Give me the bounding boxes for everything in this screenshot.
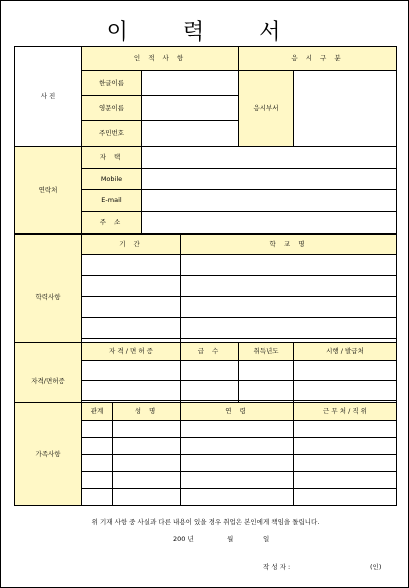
- relation-cell[interactable]: [82, 472, 113, 489]
- name-cell[interactable]: [113, 421, 181, 438]
- address-label: 주 소: [82, 212, 142, 234]
- email-label: E-mail: [82, 190, 142, 212]
- age-cell[interactable]: [181, 489, 294, 506]
- relation-cell[interactable]: [82, 489, 113, 506]
- photo-label: 사 진: [40, 92, 56, 101]
- education-school-cell[interactable]: [181, 276, 397, 297]
- applied-dept-field[interactable]: [294, 71, 397, 147]
- date-cell[interactable]: [239, 381, 294, 401]
- col-grade: 급 수: [181, 343, 239, 361]
- career-header: 인 적 사 항: [82, 47, 239, 71]
- resident-no-field[interactable]: [142, 121, 239, 147]
- grade-cell[interactable]: [181, 381, 239, 401]
- education-section-label: 학력사항: [15, 235, 82, 360]
- family-table: [14, 402, 397, 506]
- name-cell[interactable]: [113, 455, 181, 472]
- col-relation: 관계: [82, 403, 113, 421]
- applied-dept-label: 응시부서: [239, 71, 294, 147]
- education-period-cell[interactable]: [82, 276, 181, 297]
- name-korean-field[interactable]: [142, 71, 239, 96]
- col-school: 학 교 명: [181, 235, 397, 255]
- document-title: 이 력 서: [106, 20, 305, 45]
- signer-label: 작 성 자 :: [263, 563, 291, 571]
- license-cell[interactable]: [82, 361, 181, 381]
- job-cell[interactable]: [294, 421, 397, 438]
- issuer-cell[interactable]: [294, 381, 397, 401]
- education-school-cell[interactable]: [181, 255, 397, 276]
- email-field[interactable]: [142, 190, 397, 212]
- relation-cell[interactable]: [82, 438, 113, 455]
- job-cell[interactable]: [294, 455, 397, 472]
- name-english-field[interactable]: [142, 96, 239, 121]
- phone-label: 자 택: [82, 147, 142, 169]
- col-period: 기 간: [82, 235, 181, 255]
- col-date: 취득년도: [239, 343, 294, 361]
- age-cell[interactable]: [181, 421, 294, 438]
- date-month: 월: [227, 535, 234, 543]
- relation-cell[interactable]: [82, 421, 113, 438]
- mobile-label: Mobile: [82, 169, 142, 190]
- col-job: 근 무 처 / 직 위: [294, 403, 397, 421]
- photo-box[interactable]: [15, 47, 82, 147]
- education-period-cell[interactable]: [82, 255, 181, 276]
- col-name: 성 명: [113, 403, 181, 421]
- date-year: 200 년: [173, 535, 194, 543]
- date-day: 일: [263, 535, 270, 543]
- age-cell[interactable]: [181, 455, 294, 472]
- family-section-label: 가족사항: [15, 403, 82, 506]
- job-cell[interactable]: [294, 489, 397, 506]
- age-cell[interactable]: [181, 472, 294, 489]
- job-cell[interactable]: [294, 438, 397, 455]
- issuer-cell[interactable]: [294, 361, 397, 381]
- name-cell[interactable]: [113, 472, 181, 489]
- address-field[interactable]: [142, 212, 397, 234]
- resident-no-label: 주민번호: [82, 121, 142, 147]
- relation-cell[interactable]: [82, 455, 113, 472]
- education-school-cell[interactable]: [181, 297, 397, 318]
- education-school-cell[interactable]: [181, 318, 397, 339]
- age-cell[interactable]: [181, 438, 294, 455]
- grade-cell[interactable]: [181, 361, 239, 381]
- contact-section-label: 연락처: [15, 147, 82, 234]
- license-section-label: 자격/면허증: [15, 343, 82, 421]
- col-age: 연 령: [181, 403, 294, 421]
- phone-field[interactable]: [142, 147, 397, 169]
- personal-info-table: [14, 46, 397, 234]
- mobile-field[interactable]: [142, 169, 397, 190]
- education-period-cell[interactable]: [82, 318, 181, 339]
- name-english-label: 영문이름: [82, 96, 142, 121]
- job-cell[interactable]: [294, 472, 397, 489]
- date-cell[interactable]: [239, 361, 294, 381]
- seal-mark[interactable]: (인): [370, 563, 382, 571]
- col-issuer: 시행 / 발급처: [294, 343, 397, 361]
- name-korean-label: 한글이름: [82, 71, 142, 96]
- declaration-text: 위 기재 사항 중 사실과 다른 내용이 있을 경우 취업은 본인에게 책임을 돌립니다.: [91, 518, 320, 526]
- applicant-header: 응 시 구 분: [239, 47, 397, 71]
- name-cell[interactable]: [113, 489, 181, 506]
- name-cell[interactable]: [113, 438, 181, 455]
- license-cell[interactable]: [82, 381, 181, 401]
- education-period-cell[interactable]: [82, 297, 181, 318]
- col-license: 자 격 / 면 허 증: [82, 343, 181, 361]
